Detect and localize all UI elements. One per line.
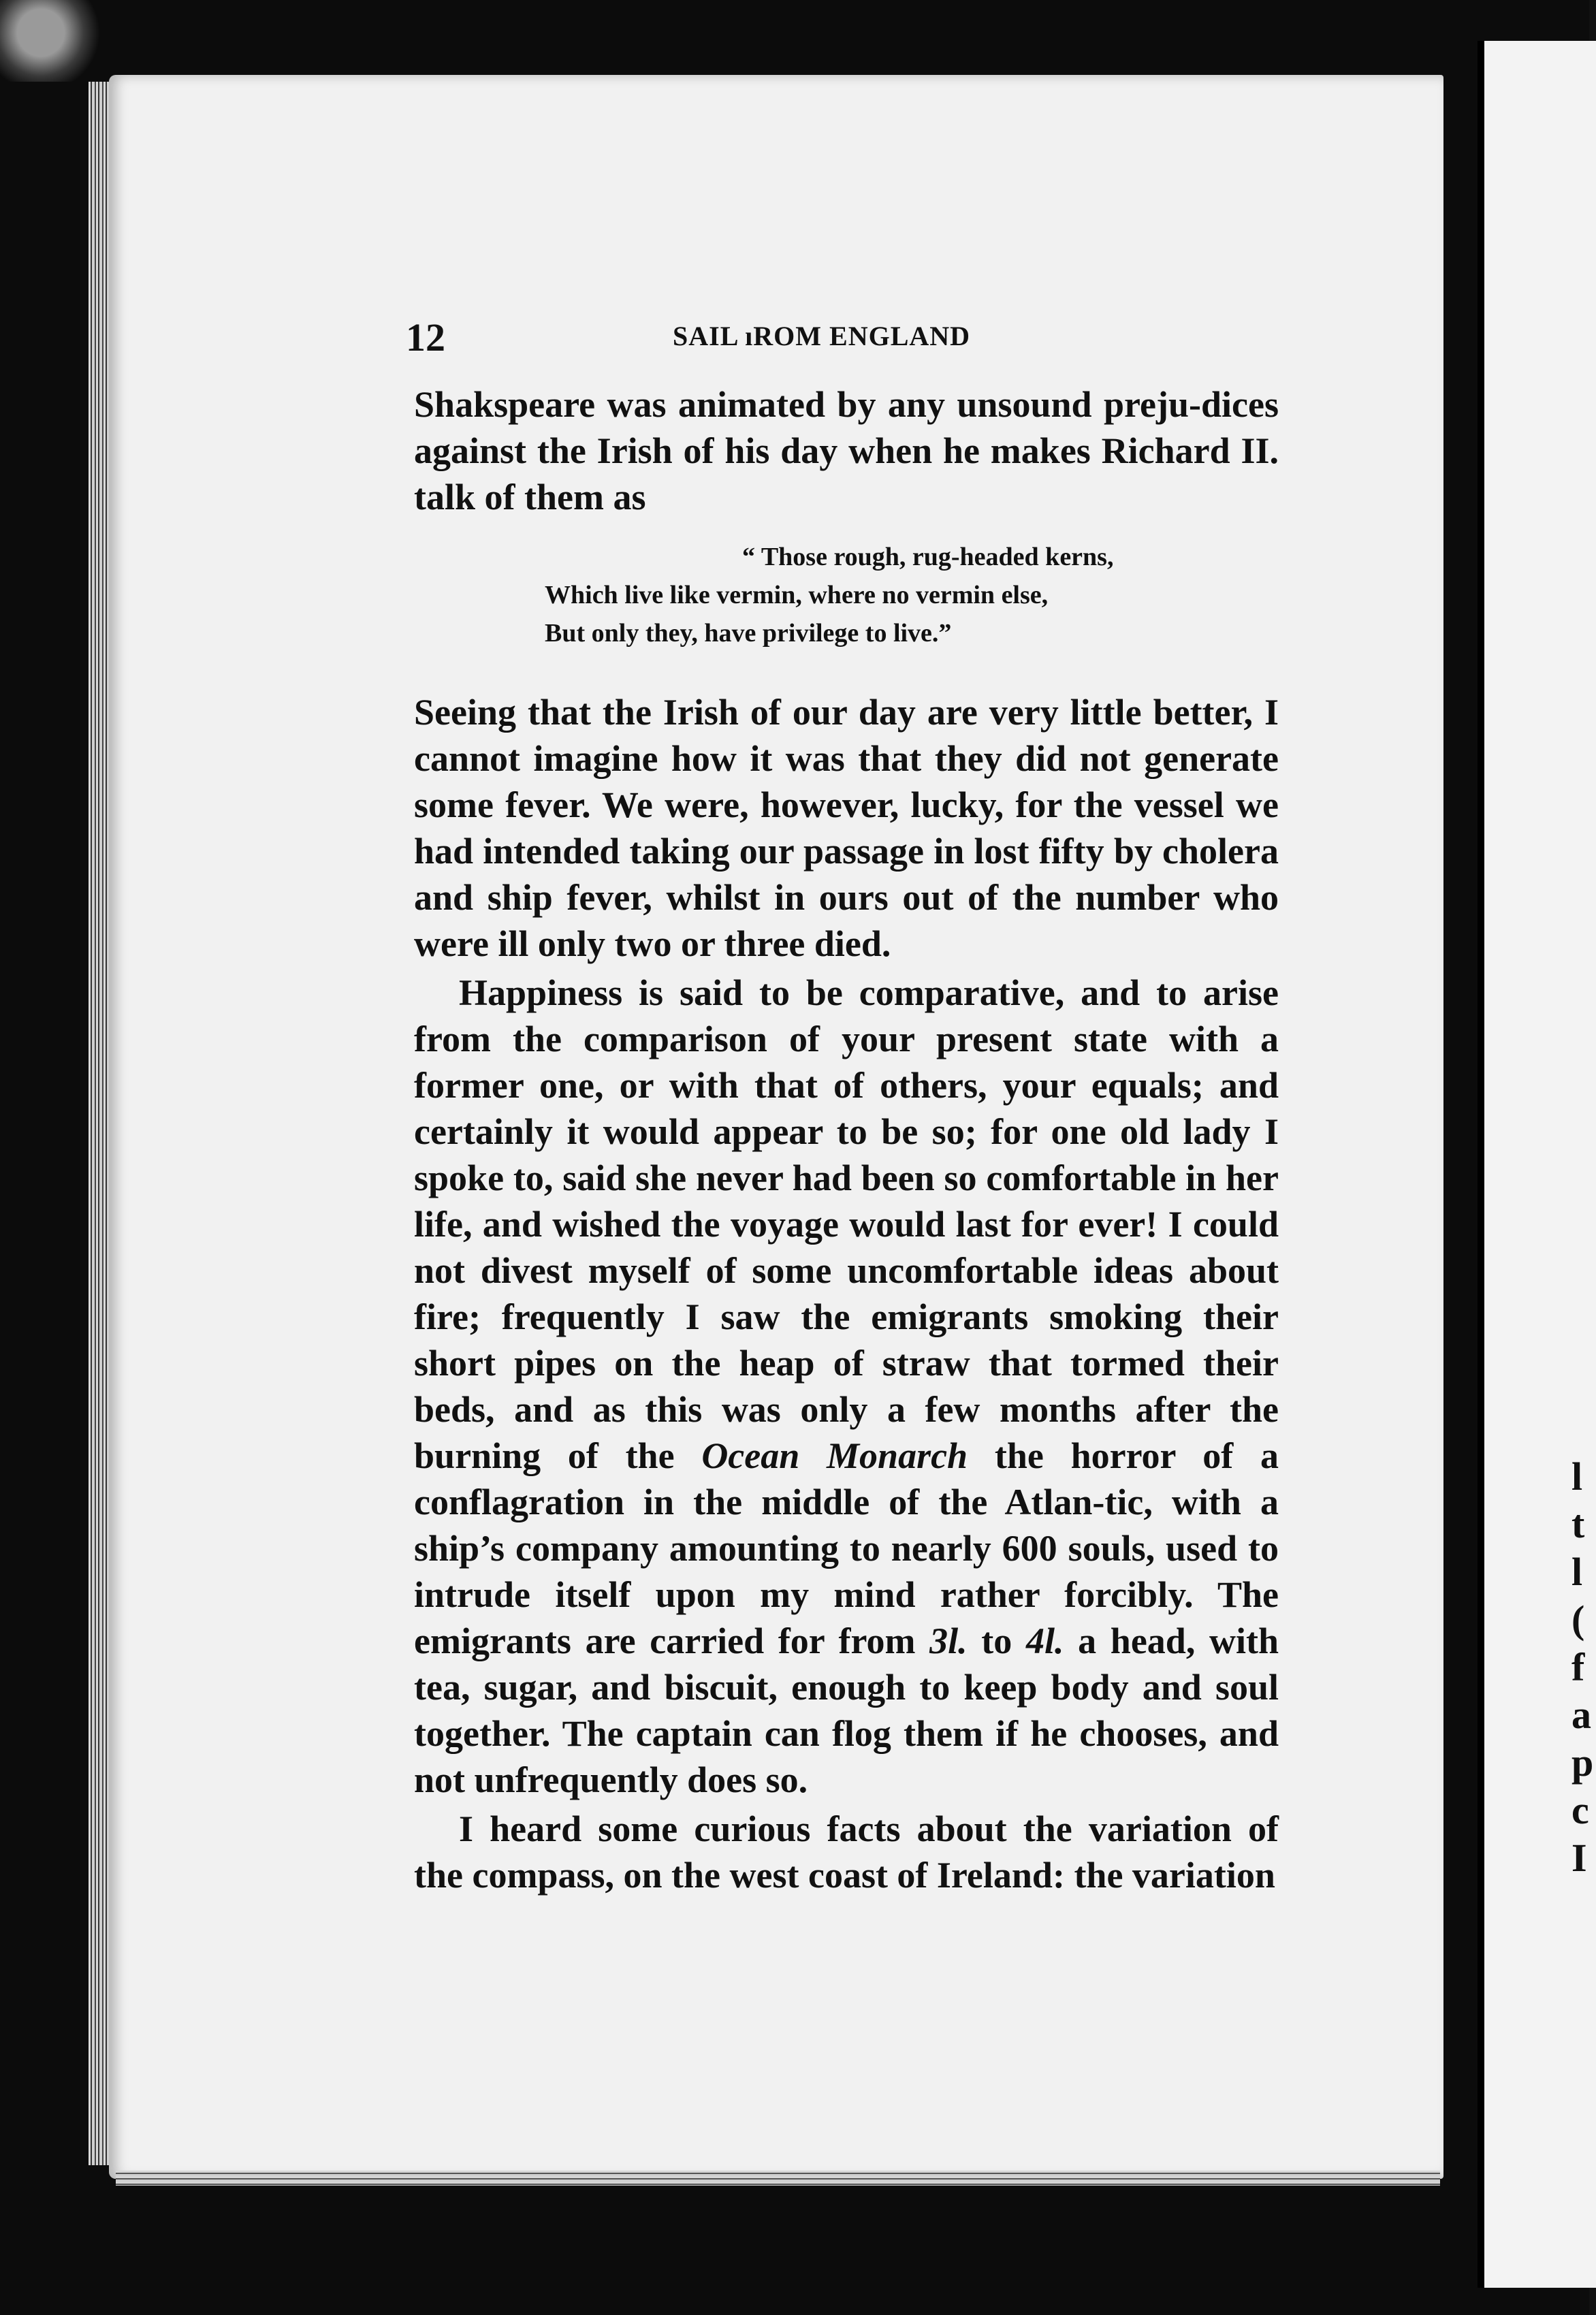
- paragraph-text: to: [981, 1620, 1012, 1661]
- adjacent-page-letter: l: [1571, 1454, 1583, 1499]
- quote-line: Which live like vermin, where no vermin else,: [545, 581, 1049, 609]
- verse-quotation: [545, 538, 1279, 652]
- paragraph-compass: I heard some curious facts about the variation of the compass, on the west coast of Ireland: the variation: [414, 1808, 1279, 1896]
- adjacent-page-letter: p: [1571, 1740, 1594, 1785]
- page-stack-bottom-edge: [116, 2171, 1440, 2186]
- body-text: [414, 381, 1279, 1898]
- adjacent-page-letter: c: [1571, 1788, 1589, 1832]
- adjacent-page-letter: t: [1571, 1502, 1585, 1546]
- page-header: [406, 315, 1264, 362]
- running-head: SAIL ıROM ENGLAND: [673, 321, 971, 351]
- adjacent-page-letter: a: [1571, 1693, 1591, 1737]
- paragraph-text: the horror of a conflagration in the middle of the Atlan-tic, with a ship’s company amounting to nearly 600 souls, used to intrude itself upon my mind rather forcibly. The emigrants are carried for from: [414, 1435, 1279, 1661]
- paragraph-shakspeare: Shakspeare was animated by any unsound preju-dices against the Irish of his day when he makes Richard II. talk of them as: [414, 384, 1279, 517]
- adjacent-page-letter: l: [1571, 1550, 1583, 1594]
- adjacent-page-letter: I: [1571, 1836, 1587, 1880]
- fare-amount: 4l.: [1025, 1620, 1064, 1661]
- quote-line: “ Those rough, rug-headed kerns,: [742, 543, 1114, 571]
- quote-line: But only they, have privilege to live.”: [545, 619, 952, 648]
- paragraph-text: a head, with tea, sugar, and biscuit, enough to keep body and soul together. The captain can flog them if he chooses, and not unfrequently does so.: [414, 1620, 1279, 1800]
- adjacent-page-letter: f: [1571, 1645, 1585, 1689]
- ship-name: Ocean Monarch: [701, 1435, 968, 1476]
- fare-amount: 3l.: [929, 1620, 968, 1661]
- paragraph-happiness: [414, 970, 1279, 1803]
- page-number: 12: [406, 315, 445, 360]
- adjacent-page-letter: (: [1571, 1597, 1585, 1642]
- adjacent-page-strip: [1478, 41, 1596, 2288]
- torn-corner-blot: [0, 0, 102, 82]
- paragraph-text: Happiness is said to be comparative, and to arise from the comparison of your present state with a former one, or with that of others, your equals; and certainly it would appear to be so; for one old lady I spoke to, said she never had been so comfortable in her life, and wished the voyage would last for ever! I could not divest myself of some uncomfortable ideas about fire; frequently I saw the emigrants smoking their short pipes on the heap of straw that tormed their beds, and as this was only a few months after the burning of the: [414, 972, 1279, 1476]
- paragraph-irish-fever: Seeing that the Irish of our day are very little better, I cannot imagine how it was that they did not generate some fever. We were, however, lucky, for the vessel we had intended taking our passage in lost fifty by cholera and ship fever, whilst in ours out of the number who were ill only two or three died.: [414, 692, 1279, 964]
